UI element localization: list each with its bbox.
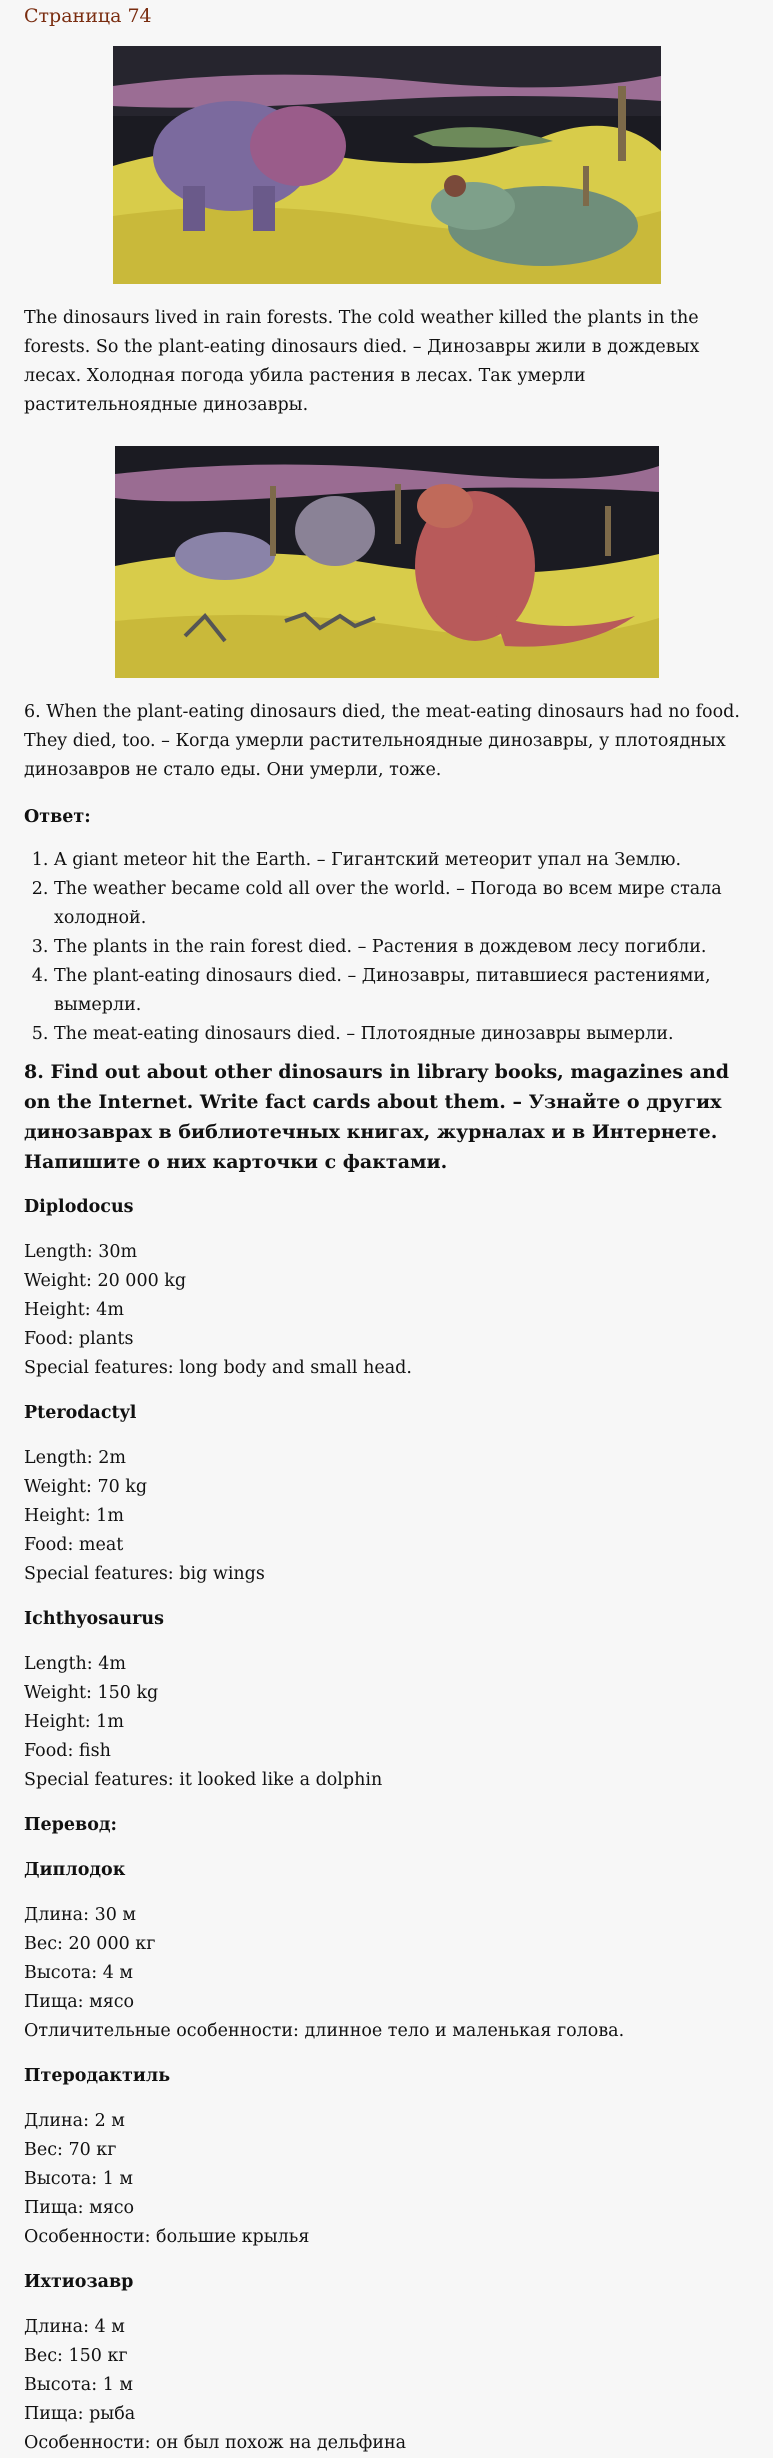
card-title: Pterodactyl [24, 1403, 137, 1423]
meat-eating-dinosaurs-illustration [115, 446, 659, 678]
fact-line: Food: fish [24, 1741, 111, 1761]
fact-line: Длина: 4 м [24, 2317, 125, 2337]
fact-line: Пища: мясо [24, 2198, 135, 2218]
fact-line: Высота: 1 м [24, 2375, 134, 2395]
fact-line: Пища: рыба [24, 2404, 136, 2424]
fact-line: Особенности: он был похож на дельфина [24, 2433, 407, 2453]
fact-line: Special features: big wings [24, 1564, 265, 1584]
paragraph-plant-eating-died: 6. When the plant-eating dinosaurs died, the meat-eating dinosaurs had no food. They died, too. – Когда умерли растительноядные динозавры, у плотоядных динозавров не стало еды. Они умерли, тоже. [24, 702, 740, 780]
fact-card [24, 2313, 749, 2458]
card-title: Птеродактиль [24, 2066, 171, 2086]
card-title: Диплодок [24, 1860, 126, 1880]
fact-card [24, 1650, 749, 1795]
card-title: Diplodocus [24, 1197, 134, 1217]
list-item: 1. A giant meteor hit the Earth. – Гигантский метеорит упал на Землю. [54, 846, 749, 875]
fact-line: Вес: 20 000 кг [24, 1934, 156, 1954]
fact-line: Special features: it looked like a dolphin [24, 1770, 383, 1790]
paragraph-rain-forests: The dinosaurs lived in rain forests. The cold weather killed the plants in the forests. So the plant-eating dinosaurs died. – Динозавры жили в дождевых лесах. Холодная погода убила растения в лесах. Так умерли растительноядные динозавры. [24, 308, 700, 415]
task-8-heading: 8. Find out about other dinosaurs in library books, magazines and on the Internet. Write fact cards about them. – Узнайте о других динозаврах в библиотечных книгах, журналах и в Интернете. Напишите о них карточки с фактами. [24, 1061, 730, 1173]
fact-line: Food: meat [24, 1535, 124, 1555]
fact-line: Особенности: большие крылья [24, 2227, 310, 2247]
fact-line: Height: 1m [24, 1712, 124, 1732]
answer-list [24, 846, 749, 1049]
fact-line: Вес: 70 кг [24, 2140, 117, 2160]
list-item: 2. The weather became cold all over the world. – Погода во всем мире стала холодной. [54, 875, 749, 933]
translation-label: Перевод: [24, 1815, 117, 1835]
card-title: Ихтиозавр [24, 2272, 134, 2292]
list-item: 4. The plant-eating dinosaurs died. – Динозавры, питавшиеся растениями, вымерли. [54, 962, 749, 1020]
fact-line: Отличительные особенности: длинное тело и маленькая голова. [24, 2021, 625, 2041]
fact-card [24, 2107, 749, 2252]
fact-line: Length: 4m [24, 1654, 126, 1674]
fact-line: Weight: 70 kg [24, 1477, 148, 1497]
fact-line: Height: 4m [24, 1300, 124, 1320]
fact-line: Special features: long body and small head. [24, 1358, 412, 1378]
fact-card [24, 1238, 749, 1383]
fact-line: Length: 30m [24, 1242, 138, 1262]
fact-line: Вес: 150 кг [24, 2346, 128, 2366]
fact-card [24, 1901, 749, 2046]
fact-line: Length: 2m [24, 1448, 126, 1468]
page-link[interactable]: Страница 74 [24, 5, 152, 27]
fact-line: Длина: 30 м [24, 1905, 137, 1925]
fact-line: Высота: 4 м [24, 1963, 134, 1983]
fact-line: Пища: мясо [24, 1992, 135, 2012]
list-item: 3. The plants in the rain forest died. – Растения в дождевом лесу погибли. [54, 933, 749, 962]
list-item: 5. The meat-eating dinosaurs died. – Плотоядные динозавры вымерли. [54, 1020, 749, 1049]
fact-line: Height: 1m [24, 1506, 124, 1526]
fact-card [24, 1444, 749, 1589]
card-title: Ichthyosaurus [24, 1609, 164, 1629]
fact-line: Food: plants [24, 1329, 134, 1349]
answer-label: Ответ: [24, 807, 91, 827]
fact-line: Высота: 1 м [24, 2169, 134, 2189]
fact-line: Длина: 2 м [24, 2111, 125, 2131]
fact-line: Weight: 150 kg [24, 1683, 159, 1703]
fact-line: Weight: 20 000 kg [24, 1271, 187, 1291]
dinosaurs-dying-forest-illustration [113, 46, 661, 284]
